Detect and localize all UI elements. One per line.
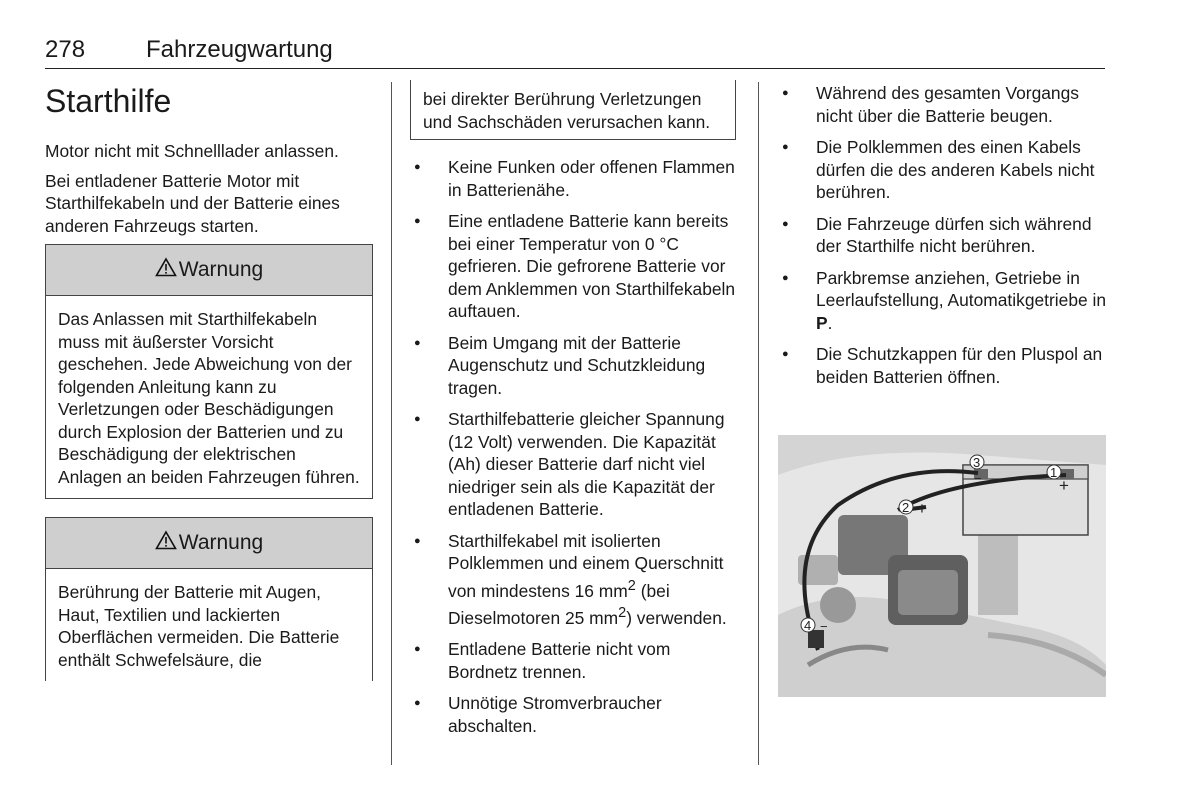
page-number: 278 (45, 36, 86, 63)
list-item (778, 267, 1108, 335)
figure-label: 2 (902, 500, 910, 515)
list-item: ● Starthilfebatterie gleicher Spannung (12 Volt) verwenden. Die Kapazität (Ah) dieser Batterie darf nicht viel niedriger sein als die Kapazität der entladenen Batterie. (410, 408, 740, 521)
list-item: ● Entladene Batterie nicht vom Bordnetz trennen. (410, 638, 740, 683)
column-2 (410, 82, 740, 746)
figure-label: 3 (973, 455, 981, 470)
warning-triangle-icon (155, 257, 177, 283)
column-divider (391, 82, 392, 765)
column-3 (778, 82, 1108, 397)
section-title: Fahrzeugwartung (146, 36, 333, 63)
intro-paragraph: Bei entladener Batterie Motor mit Starthilfekabeln und der Batterie eines anderen Fahrzeugs starten. (45, 170, 340, 236)
superscript: 2 (618, 604, 627, 621)
list-item: ● Beim Umgang mit der Batterie Augenschutz und Schutzkleidung tragen. (410, 332, 740, 400)
warning-continuation-text: bei direkter Berührung Verletzungen und Sachschäden verursachen kann. (423, 89, 711, 132)
warning-heading-text: Warnung (178, 257, 264, 281)
cable-text: ) verwenden. (626, 607, 727, 628)
list-item: ● Die Schutzkappen für den Pluspol an beiden Batterien öffnen. (778, 343, 1108, 388)
page-header (45, 36, 1105, 69)
page-title: Starthilfe (45, 83, 172, 119)
list-item: ● Eine entladene Batterie kann bereits bei einer Temperatur von 0 °C gefrieren. Die gefrorene Batterie vor dem Anklemmen von Starthilfekabeln auftauen. (410, 210, 740, 323)
list-item: ● Die Fahrzeuge dürfen sich während der Starthilfe nicht berühren. (778, 213, 1108, 258)
warning-text: Berührung der Batterie mit Augen, Haut, Textilien und lackierten Oberflächen vermeiden. Die Batterie enthält Schwefelsäure, die (58, 582, 340, 670)
warning-text: Das Anlassen mit Starthilfekabeln muss mit äußerster Vorsicht geschehen. Jede Abweichung von der folgenden Anleitung kann zu Verletzungen oder Beschädigungen durch Explosion der Batterien und zu Beschädigung der elektrischen Anlagen an beiden Fahrzeugen führen. (58, 309, 360, 487)
bullet-list (410, 156, 740, 737)
warning-heading (46, 518, 372, 569)
engine-bay-drawing (778, 435, 1106, 697)
column-divider (758, 82, 759, 765)
warning-continuation (410, 80, 736, 140)
gear-text: Parkbremse anziehen, Getriebe in Leerlaufstellung, Automatikgetriebe in (816, 267, 1107, 310)
warning-heading-text: Warnung (178, 530, 264, 554)
list-item (410, 530, 740, 630)
jump-start-illustration (778, 435, 1106, 697)
column-1 (45, 82, 375, 681)
gear-position: P (816, 312, 828, 333)
cable-text: (bei Dieselmotoren 25 mm (448, 580, 670, 628)
bullet-list (778, 82, 1108, 388)
gear-text-end: . (827, 312, 833, 333)
list-item: ● Keine Funken oder offenen Flammen in Batterienähe. (410, 156, 740, 201)
figure-label: + (1059, 476, 1069, 495)
figure-label: 1 (1050, 465, 1058, 480)
superscript: 2 (627, 577, 636, 594)
warning-triangle-icon (155, 530, 177, 556)
warning-heading (46, 245, 372, 296)
figure-label: 4 (804, 618, 812, 633)
cable-text: Starthilfekabel mit isolierten Polklemmen und einem Querschnitt von mindestens 16 mm (448, 530, 724, 601)
figure-label: + (917, 499, 927, 518)
warning-box (45, 517, 373, 681)
list-item: ● Unnötige Stromverbraucher abschalten. (410, 692, 740, 737)
intro-paragraph: Motor nicht mit Schnelllader anlassen. (45, 141, 339, 161)
list-item: ● Während des gesamten Vorgangs nicht über die Batterie beugen. (778, 82, 1108, 127)
list-item: ● Die Polklemmen des einen Kabels dürfen die des anderen Kabels nicht berühren. (778, 136, 1108, 204)
figure-label: − (820, 619, 828, 634)
warning-box (45, 244, 373, 499)
figure-label: − (974, 471, 982, 486)
